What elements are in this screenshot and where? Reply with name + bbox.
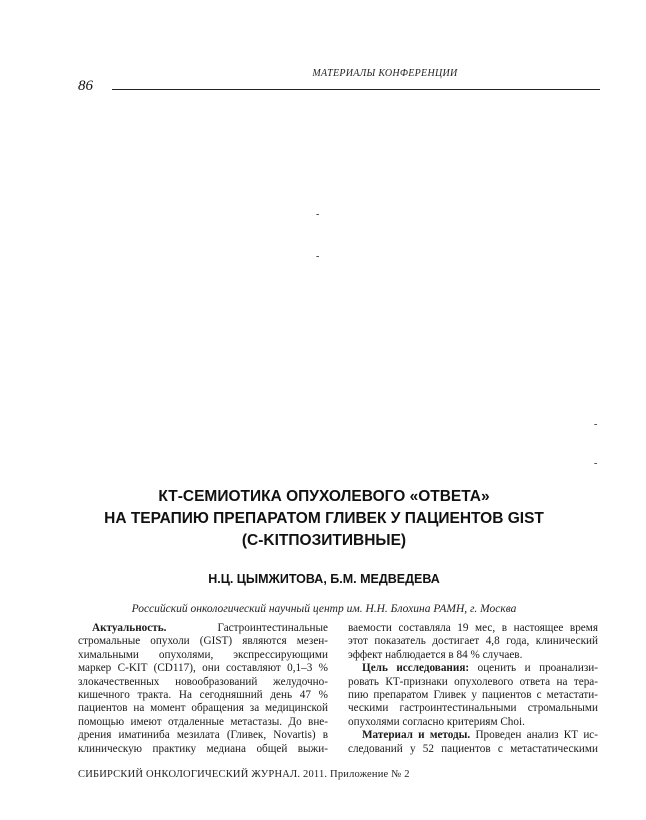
title-line: (С-KITПОЗИТИВНЫЕ): [241, 532, 407, 549]
aim-heading: Цель исследования:: [362, 662, 470, 675]
dash-artifact: -: [316, 251, 320, 262]
page-number: 86: [78, 78, 93, 94]
text-line: Актуальность. Гастроинтестинальные: [92, 622, 328, 634]
text-line: маркер C-KIT (CD117), они составляют 0,1–3 %: [78, 662, 328, 675]
journal-footer: СИБИРСКИЙ ОНКОЛОГИЧЕСКИЙ ЖУРНАЛ. 2011. Приложение № 2: [78, 769, 410, 780]
text-line: эффект наблюдается в 84 % случаев.: [348, 648, 523, 661]
left-column: [78, 622, 328, 756]
text-line: Материал и методы. Проведен анализ КТ ис-: [362, 729, 598, 742]
text-line: следований у 52 пациентов с метастатическими: [348, 742, 598, 755]
methods-heading: Материал и методы.: [362, 729, 471, 742]
dash-artifact: -: [316, 209, 320, 220]
text-line: этот показатель достигает 4,8 года, клинический: [348, 635, 598, 648]
text-line: химальными опухолями, экспрессирующими: [78, 648, 328, 661]
text-line: Цель исследования: оценить и проанализи-: [362, 662, 598, 675]
affiliation: Российский онкологический научный центр им. Н.Н. Блохина РАМН, г. Москва: [131, 603, 517, 615]
header-rule: [112, 89, 600, 90]
text-line: дрения иматиниба мезилата (Гливек, Novartis) в: [78, 729, 328, 742]
text-line: кишечного тракта. На сегодняшний день 47 %: [78, 689, 328, 702]
text-line: пию препаратом Гливек у пациентов с метастати-: [348, 689, 598, 702]
authors: Н.Ц. ЦЫМЖИТОВА, Б.М. МЕДВЕДЕВА: [208, 572, 440, 586]
right-column: [348, 622, 598, 756]
text-line: ровать КТ-признаки опухолевого ответа на тера-: [348, 675, 598, 688]
running-header: МАТЕРИАЛЫ КОНФЕРЕНЦИИ: [312, 68, 458, 79]
article-title: [60, 486, 588, 552]
text-line: пациентов на момент обращения за медицинской: [78, 702, 328, 715]
relevance-heading: Актуальность.: [92, 622, 167, 634]
text-line: ваемости составляла 19 мес, в настоящее время: [348, 622, 598, 634]
text-line: ческими гастроинтестинальными стромальными: [348, 702, 598, 715]
dash-artifact: -: [594, 419, 598, 430]
dash-artifact: -: [594, 458, 598, 469]
text-line: клиническую практику медиана общей выжи-: [78, 742, 328, 755]
text-line: стромальные опухоли (GIST) являются мезен-: [78, 635, 328, 648]
text-line: злокачественных новообразований желудочно-: [78, 675, 328, 688]
text-line: помощью имеют отдаленные метастазы. До вне-: [78, 715, 328, 728]
title-line: КТ-СЕМИОТИКА ОПУХОЛЕВОГО «ОТВЕТА»: [158, 488, 490, 505]
text-line: опухолями согласно критериям Choi.: [348, 715, 525, 728]
title-line: НА ТЕРАПИЮ ПРЕПАРАТОМ ГЛИВЕК У ПАЦИЕНТОВ GIST: [104, 510, 544, 527]
